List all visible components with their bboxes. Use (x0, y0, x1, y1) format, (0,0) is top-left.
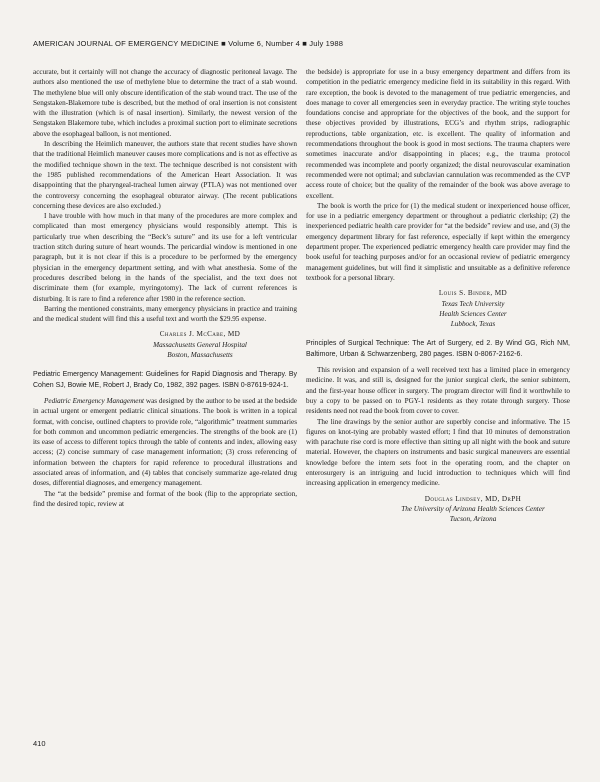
paragraph (33, 396, 297, 489)
page-number: 410 (33, 739, 46, 748)
paragraph: accurate, but it certainly will not change the accuracy of diagnostic peritoneal lavage. The authors also mentioned the use of methylene blue to determine the tract of a stab wound. The methylene blue will only obscure identification of the stab wound tract. The use of the Sengstaken-Blakemore tube is described, but the method of oral insertion is not consistent with the illustration (which is of nasal insertion). Similarly, the newest version of the Sengstaken Blakemore tube, which includes a proximal suction port to eliminate secretions above the esophageal balloon, is not mentioned. (33, 68, 297, 138)
reviewer-location: Boston, Massachusetts (167, 351, 233, 360)
paragraph: the bedside) is appropriate for use in a busy emergency department and differs from its competition in the pediatric emergency medicine field in its suitability in this regard. With rare exception, the book is devoted to the management of true pediatric emergencies, and does manage to cover all emergencies seen in everyday practice. The writing style touches foundations concise and appropriate for the objectives of the book, and the support for these objectives provided by illustrations, ECG’s and rhythm strips, radiographic reproductions, table organization, etc. is excellent. The quality of information and recommendations throughout the book is good in most sections. The trauma chapters were sometimes inaccurate and/or disappointing in places; e.g., the trauma protocol recommended was incomplete and poorly organized; the distal neurovascular examination recommended were not optimal; and subclavian cannulation was recommended as the CVP access route of choice; but the quality of the remainder of the book was above average to excellent. (306, 68, 570, 200)
reviewer-signature (306, 494, 570, 525)
paragraph-text: was designed by the author to be used at the bedside in actual urgent or emergent pediatric clinical situations. The book is written in a topical format, with concise, outlined chapters to provide role, “algorithmic” treatment summaries for both common and uncommon pediatric emergencies. The strengths of the book are (1) its ease of access to different topics through the table of contents and index, allowing easy access; (2) concise summary of case management information; (3) cross referencing of information between the chapters for rapid reference to procedural illustrations and associated areas of information, and (4) tables that concisely summarize age-related drug doses, differential diagnoses, and emergency management. (33, 396, 297, 488)
reviewer-affiliation: The University of Arizona Health Sciences Center (401, 504, 545, 513)
reviewer-affiliation: Texas Tech University (441, 299, 505, 308)
paragraph: The book is worth the price for (1) the medical student or inexperienced house officer, for use in a pediatric emergency department or throughout a pediatric clerkship; (2) the inexperienced pediatric health care provider for “at the bedside” review and use, and (3) the emergency department library for fast reference, especially if kept within the emergency department proper. The experienced pediatric emergency health care provider may find the book useful for teaching purposes and/or for an occasional review of pediatric emergency management guidelines, but will find it simplistic and unsuitable as a definitive reference textbook for a personal library. (306, 201, 571, 282)
running-header: AMERICAN JOURNAL OF EMERGENCY MEDICINE ■ Volume 6, Number 4 ■ July 1988 (33, 39, 344, 48)
reviewer-name: Douglas Lindsey, MD, DrPH (424, 494, 522, 503)
paragraph: In describing the Heimlich maneuver, the authors state that recent studies have shown that the traditional Heimlich maneuver causes more complications and is not as effective as the modified technique shown in the text. The technique described is not consistent with the 1985 published recommendations of the American Heart Association. It was disappointing that the pharyngeal-tracheal lumen airway (PTLA) was not mentioned over the controversy concerning the esophageal obturator airway. (The recent publications concerning these devices are also excluded.) (33, 140, 297, 210)
reviewer-affiliation: Massachusetts General Hospital (153, 340, 247, 349)
paragraph: Barring the mentioned constraints, many emergency physicians in practice and training and the medical student will find this a useful text and worth the $29.95 expense. (33, 304, 297, 324)
reviewer-location: Lubbock, Texas (450, 320, 496, 329)
reviewer-signature (33, 329, 297, 360)
paragraph: The “at the bedside” premise and format of the book (flip to the appropriate section, find the desired topic, review at (33, 489, 297, 508)
reviewer-affiliation: Health Sciences Center (439, 309, 507, 318)
reviewer-signature (306, 288, 570, 329)
paragraph: This revision and expansion of a well received text has a limited place in emergency medicine. It was, and still is, designed for the junior surgical clerk, the senior subintern, and the first-year house officer in surgery. The program director will find it worthwhile to buy a copy to be passed on to PGY-1 residents as they rotate through surgery. Those residents need not read the book from cover to cover. (306, 366, 570, 416)
right-column (306, 67, 570, 524)
reviewer-name: Louis S. Binder, MD (438, 289, 508, 298)
book-citation: Pediatric Emergency Management: Guidelines for Rapid Diagnosis and Therapy. By Cohen SJ, Bowie ME, Robert J, Brady Co, 1982, 392 pages. ISBN 0-87619-924-1. (33, 371, 297, 389)
left-column (33, 67, 297, 509)
book-title-phrase: Pediatric Emergency Management (44, 396, 145, 405)
paragraph: The line drawings by the senior author are superbly concise and informative. The 15 figures on knot-tying are probably wasted effort; I find that 10 minutes of demonstration with parachute rise cord is more effective than sitting up all night with the book and suture material. However, the chapters on instruments and basic surgical maneuvers are essential knowledge before the intern sets foot in the operating room, and the chapter on enterosurgery is an intriguing and lucid introduction to techniques which will find increasing application in emergency medicine. (306, 417, 570, 488)
reviewer-name: Charles J. McCabe, MD (159, 330, 241, 339)
book-citation: Principles of Surgical Technique: The Art of Surgery, ed 2. By Wind GG, Rich NM, Baltimore, Urban & Schwarzenberg, 280 pages. ISBN 0-8067-2162-6. (306, 340, 570, 358)
reviewer-location: Tucson, Arizona (449, 515, 497, 524)
paragraph: I have trouble with how much in that many of the procedures are more complex and complicated than most emergency physicians would responsibly attempt. This is particularly true when describing the “Beck’s suture” and its use for a left ventricular traction stitch during suture of heart wounds. The pericardial window is mentioned in one paragraph, but it is not clear if this is a procedure to be performed by the emergency physician in the emergency department setting, and with what anesthesia. Some of the procedures described belong in the hands of the specialist, and the text does not discriminate them (for example, myringotomy). The lack of current references is disturbing. It is rare to find a reference after 1980 in the reference section. (33, 212, 297, 303)
